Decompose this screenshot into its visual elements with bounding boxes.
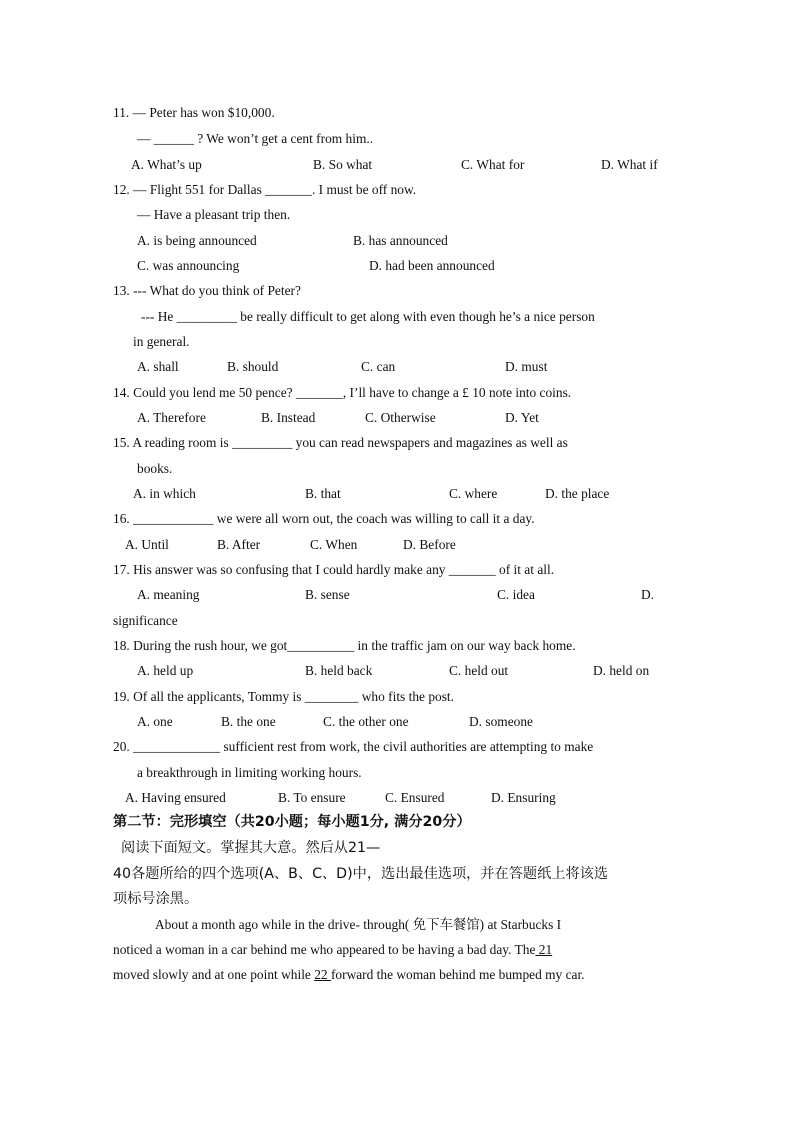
q14-option-a: A. Therefore	[137, 410, 206, 425]
q15-option-d: D. the place	[545, 486, 610, 501]
q17-option-d: D.	[641, 587, 655, 602]
q19-stem: 19. Of all the applicants, Tommy is ________ who fits the post.	[113, 689, 454, 704]
q20-option-b: B. To ensure	[278, 790, 346, 805]
q13-line-3: in general.	[133, 334, 190, 349]
q14-stem: 14. Could you lend me 50 pence? _______, I’ll have to change a £ 10 note into coins.	[113, 385, 572, 400]
q11-option-c: C. What for	[461, 157, 525, 172]
q18-option-a: A. held up	[137, 663, 194, 678]
q16-option-c: C. When	[310, 537, 358, 552]
section-heading: 第二节：完形填空（共20小题；每小题1分, 满分20分）	[113, 814, 471, 830]
q16-option-a: A. Until	[125, 537, 169, 552]
q17-option-c: C. idea	[497, 587, 535, 602]
q15-stem: 15. A reading room is _________ you can read newspapers and magazines as well as	[113, 435, 568, 450]
q11-option-d: D. What if	[601, 157, 658, 172]
passage-line-2-text: noticed a woman in a car behind me who appeared to be having a bad day. The	[113, 942, 536, 957]
passage-line-1: About a month ago while in the drive- through( 免下车餐馆) at Starbucks I	[155, 917, 562, 932]
q16-option-b: B. After	[217, 537, 261, 552]
q14-option-c: C. Otherwise	[365, 410, 436, 425]
q12-option-b: B. has announced	[353, 233, 448, 248]
q13-option-b: B. should	[227, 359, 279, 374]
q12-option-c: C. was announcing	[137, 258, 240, 273]
passage-line-3-start: moved slowly and at one point while	[113, 967, 315, 982]
q15-option-a: A. in which	[133, 486, 196, 501]
q13-option-c: C. can	[361, 359, 396, 374]
q13-stem: 13. --- What do you think of Peter?	[113, 283, 301, 298]
section-instructions-line-2: 40各题所给的四个选项(A、B、C、D)中，选出最佳选项，并在答题纸上将该选	[113, 866, 609, 882]
q20-line-2: a breakthrough in limiting working hours.	[137, 765, 362, 780]
q11-stem: 11. — Peter has won $10,000.	[113, 105, 275, 120]
q17-stem: 17. His answer was so confusing that I could hardly make any _______ of it at all.	[113, 562, 555, 577]
q17-option-a: A. meaning	[137, 587, 200, 602]
q17-option-b: B. sense	[305, 587, 350, 602]
q20-option-c: C. Ensured	[385, 790, 445, 805]
section-instructions-line-1: 阅读下面短文。掌握其大意。然后从21—	[121, 840, 381, 856]
q11-option-b: B. So what	[313, 157, 373, 172]
q11-option-a: A. What’s up	[131, 157, 202, 172]
q13-option-a: A. shall	[137, 359, 179, 374]
q19-option-a: A. one	[137, 714, 173, 729]
q20-option-d: D. Ensuring	[491, 790, 556, 805]
q19-option-d: D. someone	[469, 714, 533, 729]
q11-reply: — ______ ? We won’t get a cent from him..	[137, 131, 374, 146]
q15-line-2: books.	[137, 461, 173, 476]
q14-option-b: B. Instead	[261, 410, 316, 425]
passage-line-2	[113, 941, 552, 959]
q20-option-a: A. Having ensured	[125, 790, 226, 805]
q12-stem: 12. — Flight 551 for Dallas _______. I must be off now.	[113, 182, 417, 197]
q18-option-c: C. held out	[449, 663, 509, 678]
blank-22: 22	[314, 967, 331, 982]
q13-option-d: D. must	[505, 359, 548, 374]
passage-line-3	[113, 966, 585, 984]
q16-option-d: D. Before	[403, 537, 456, 552]
q19-option-c: C. the other one	[323, 714, 409, 729]
q12-option-d: D. had been announced	[369, 258, 495, 273]
q15-option-b: B. that	[305, 486, 341, 501]
q15-option-c: C. where	[449, 486, 498, 501]
q12-reply: — Have a pleasant trip then.	[137, 207, 291, 222]
q17-option-d-text: significance	[113, 613, 178, 628]
q19-option-b: B. the one	[221, 714, 276, 729]
q18-option-d: D. held on	[593, 663, 650, 678]
blank-21: 21	[535, 942, 553, 957]
q18-option-b: B. held back	[305, 663, 373, 678]
q18-stem: 18. During the rush hour, we got__________ in the traffic jam on our way back home.	[113, 638, 576, 653]
section-instructions-line-3: 项标号涂黑。	[113, 891, 199, 907]
q12-option-a: A. is being announced	[137, 233, 257, 248]
q16-stem: 16. ____________ we were all worn out, the coach was willing to call it a day.	[113, 511, 535, 526]
q20-stem: 20. _____________ sufficient rest from work, the civil authorities are attempting to make	[113, 739, 594, 754]
q14-option-d: D. Yet	[505, 410, 539, 425]
passage-line-3-end: forward the woman behind me bumped my car.	[330, 967, 585, 982]
q13-line-2: --- He _________ be really difficult to get along with even though he’s a nice person	[141, 309, 595, 324]
